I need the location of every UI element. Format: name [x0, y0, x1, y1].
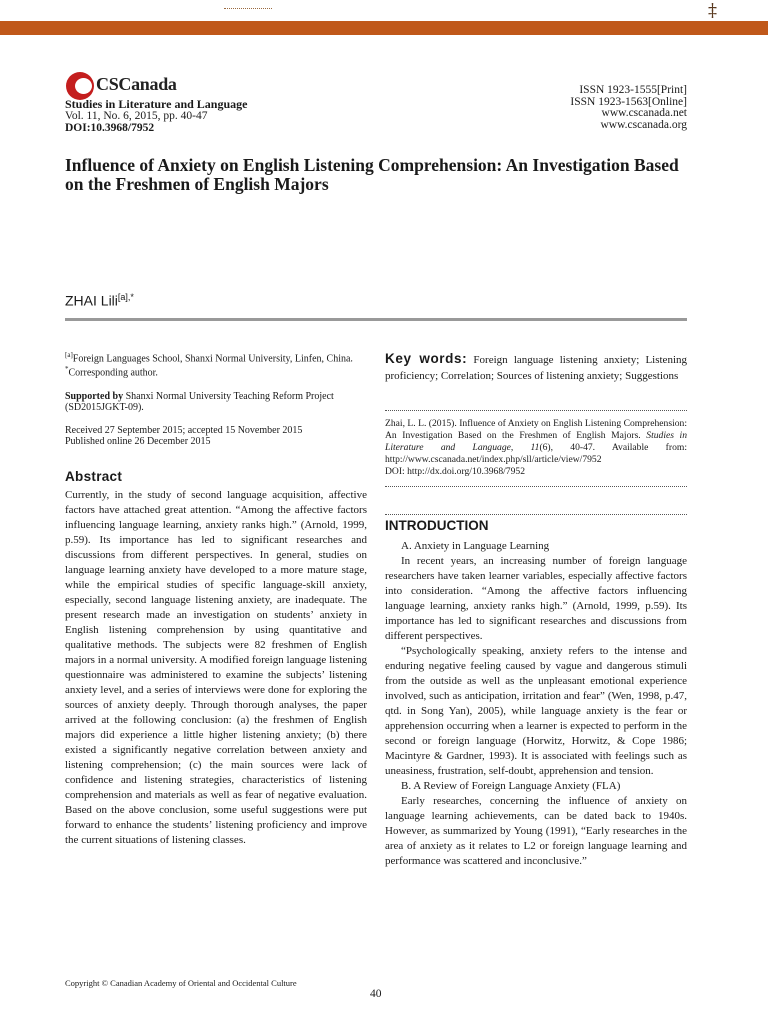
- intro-paragraph-1: In recent years, an increasing number of foreign language researchers have taken learner variables, especially affective factors into consideration. “Among the affective factors influencing language learning, anxiety ranks high.” (Arnold, 1999, p.59). Its importance has led to significant researches and discussions from different perspectives.: [385, 555, 687, 642]
- funding-note: Supported by Shanxi Normal University Teaching Reform Project (SD2015JGKT-09).: [65, 390, 334, 413]
- published-date: Published online 26 December 2015: [65, 435, 211, 447]
- page-number: 40: [370, 988, 382, 1000]
- keywords: [385, 351, 687, 384]
- corresponding-note: *Corresponding author.: [65, 365, 158, 379]
- abstract-body: Currently, in the study of second language acquisition, affective factors have attached great attention. “Among the affective factors influencing language learning, anxiety ranks high.” (Arnold, 1999, p.59). Its importance has led to significant researches and discussions from different perspectives. In general, studies on language learning anxiety have developed to a more mature stage, while the empirical studies of specific language-skill anxiety, especially, second language listening anxiety, are inadequate. The present research made an investigation on students’ anxiety in English listening comprehension by using quantitative and qualitative methods. The subjects were 82 freshmen of English majors in a normal university. A modified foreign language listening questionnaire was administered to examine the subjects’ listening anxiety level, and a series of interviews were done for exploring the sources of anxiety deeply. Through thorough analyses, the paper arrived at the following conclusion: (a) the freshmen of English majors did experience a little higher listening anxiety; (b) there existed a significantly negative correlation between anxiety and listening comprehension; (c) the main sources were lack of confidence and listening strategies, characteristics of listening comprehension and materials as well as fear of negative evaluation. Based on the above conclusion, some useful suggestions were put forward to enhance the students’ listening proficiency and improve the current situations of listening classes.: [65, 489, 367, 846]
- top-corner-icon: ‡: [708, 0, 717, 21]
- citation-divider-top: [385, 410, 687, 411]
- header-divider: [65, 318, 687, 321]
- author-affiliation-mark: [a],*: [117, 292, 134, 302]
- issn-block: [560, 85, 687, 131]
- abstract-heading: Abstract: [65, 469, 123, 484]
- journal-info: [65, 98, 247, 134]
- keywords-label: Key words:: [385, 351, 468, 366]
- keywords-text: Foreign language listening anxiety; Listening proficiency; Correlation; Sources of listening anxiety; Suggestions: [385, 354, 687, 382]
- logo-wordmark: CSCanada: [96, 74, 177, 94]
- subsection-a-heading: A. Anxiety in Language Learning: [401, 540, 550, 552]
- issn-print: ISSN 1923-1555[Print]: [579, 84, 687, 96]
- received-date: Received 27 September 2015; accepted 15 November 2015: [65, 424, 303, 436]
- citation-block: Zhai, L. L. (2015). Influence of Anxiety on English Listening Comprehension: An Investigation Based on the Freshmen of English Majors. Studies in Literature and Language, 11(6), 40-47. Available from: http://www.cscanada.net/index.php/sll/article/view/7952 DOI: http://dx.doi.org/10.3968/7952: [385, 418, 688, 477]
- copyright-footer: Copyright © Canadian Academy of Oriental and Occidental Culture: [65, 978, 297, 988]
- author-name: ZHAI Lili: [65, 292, 118, 309]
- doi-line: DOI:10.3968/7952: [65, 122, 155, 134]
- citation-divider-bottom: [385, 486, 687, 487]
- front-matter: [65, 350, 367, 447]
- top-banner-strip: [0, 0, 768, 21]
- intro-paragraph-3: Early researches, concerning the influence of anxiety on language learning achievements, can be dated back to 1940s. However, as summarized by Young (1991), “Early researches in the area of anxiety as it relates to L2 or foreign language learning and performance was scattered and inconclusive.”: [385, 795, 687, 867]
- top-dotted-mark: [224, 8, 272, 9]
- volume-line: Vol. 11, No. 6, 2015, pp. 40-47: [65, 110, 208, 122]
- introduction-body: [385, 539, 687, 869]
- article-title: Influence of Anxiety on English Listening Comprehension: An Investigation Based on the Freshmen of English Majors: [65, 155, 679, 194]
- introduction-heading: INTRODUCTION: [385, 518, 489, 533]
- journal-url-org[interactable]: www.cscanada.org: [600, 118, 687, 131]
- journal-name: Studies in Literature and Language: [65, 97, 248, 111]
- subsection-b-heading: B. A Review of Foreign Language Anxiety (FLA): [401, 780, 621, 792]
- logo-c-icon: [66, 72, 94, 100]
- affiliation: [a]Foreign Languages School, Shanxi Normal University, Linfen, China.: [65, 351, 353, 365]
- citation-doi[interactable]: DOI: http://dx.doi.org/10.3968/7952: [385, 466, 525, 477]
- top-banner: [0, 0, 768, 35]
- author-line: [65, 292, 134, 309]
- intro-paragraph-2: “Psychologically speaking, anxiety refers to the intense and enduring negative feeling caused by vague and dangerous stimuli from the outside as well as the unpleasant emotional experience involved, such as anticipation, irritation and fear” (Wen, 1998, p.47, qtd. in Song Yan), 2005), while language anxiety is the fear or apprehension occurring when a learner is expected to perform in the second or foreign language (Horwitz, Horwitz, & Cope 1986; Macintyre & Gardner, 1993). It is associated with feelings such as uneasiness, frustration, self-doubt, apprehension and tension.: [385, 645, 687, 777]
- intro-divider: [385, 514, 687, 515]
- journal-url-net[interactable]: www.cscanada.net: [601, 107, 687, 120]
- issn-online: ISSN 1923-1563[Online]: [570, 95, 687, 108]
